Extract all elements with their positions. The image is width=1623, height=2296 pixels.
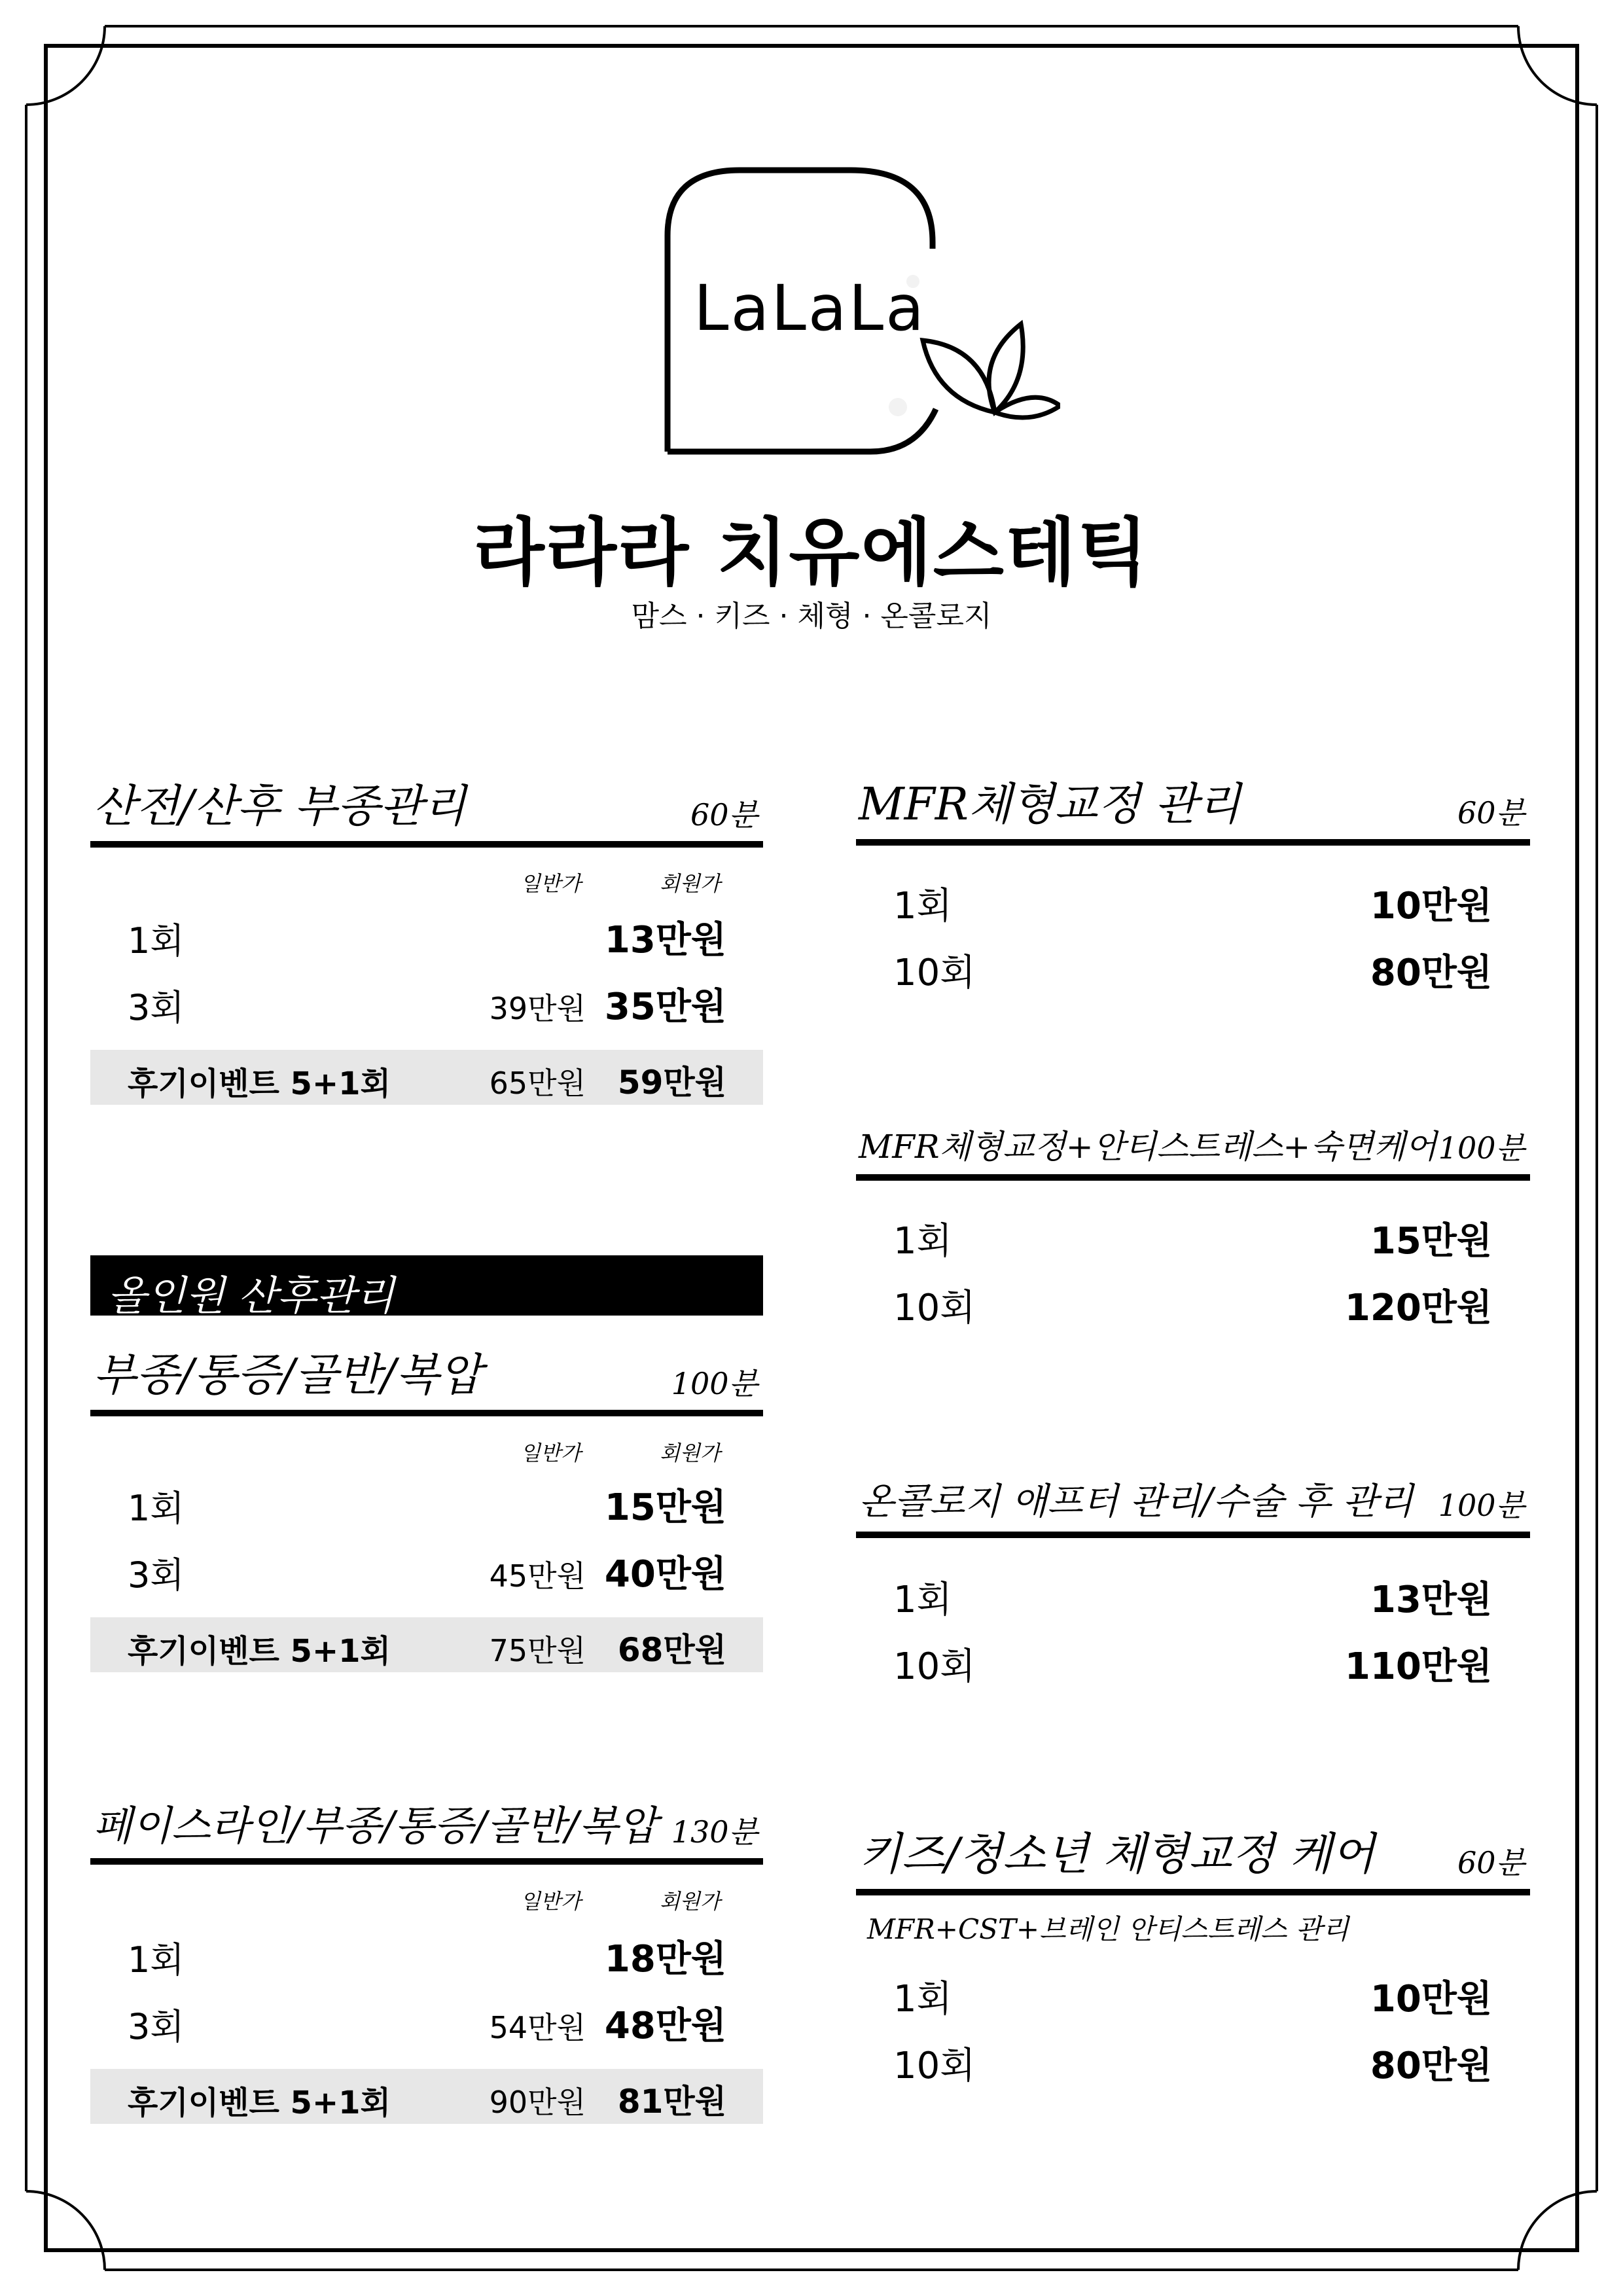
price-row-label: 10회 xyxy=(893,1645,976,1688)
section-oncology xyxy=(856,1478,1530,1538)
section-title: 산전/산후 부종관리 xyxy=(93,781,467,833)
price-row-member: 15만원 xyxy=(604,1486,726,1529)
price-row-member: 13만원 xyxy=(604,919,726,961)
page-subtitle: 맘스 · 키즈 · 체형 · 온콜로지 xyxy=(631,600,992,633)
section-prenatal-swelling xyxy=(90,781,763,848)
price-row-label: 10회 xyxy=(893,952,976,994)
event-member: 59만원 xyxy=(617,1064,726,1102)
column-header-member: 회원가 xyxy=(660,871,721,896)
page-title: 라라라 치유에스테틱 xyxy=(473,511,1150,596)
event-regular: 65만원 xyxy=(489,1066,586,1101)
event-label: 후기이벤트 5+1회 xyxy=(128,1066,391,1102)
price-row-regular: 54만원 xyxy=(489,2010,586,2045)
price-row-price: 110만원 xyxy=(1344,1645,1492,1688)
price-row-label: 3회 xyxy=(128,987,185,1028)
price-row-member: 35만원 xyxy=(604,986,726,1028)
banner-text: 올인원 산후관리 xyxy=(107,1272,395,1319)
event-label: 후기이벤트 5+1회 xyxy=(128,2085,391,2121)
price-row-label: 10회 xyxy=(893,2045,976,2087)
section-faceline xyxy=(90,1804,763,1865)
price-row-member: 40만원 xyxy=(604,1553,726,1596)
price-row-label: 1회 xyxy=(128,920,185,961)
price-row-price: 10만원 xyxy=(1370,1978,1492,2020)
event-label: 후기이벤트 5+1회 xyxy=(128,1633,391,1670)
price-row-label: 1회 xyxy=(893,1579,952,1621)
price-row-price: 13만원 xyxy=(1370,1579,1492,1621)
section-swelling-pain xyxy=(90,1350,763,1416)
price-row-label: 1회 xyxy=(893,1978,952,2020)
price-row-member: 18만원 xyxy=(604,1938,726,1981)
price-row-price: 15만원 xyxy=(1370,1220,1492,1263)
section-duration: 100분 xyxy=(671,1366,758,1401)
price-row-label: 1회 xyxy=(128,1939,185,1981)
price-row-label: 3회 xyxy=(128,1554,185,1596)
section-title: MFR체형교정 관리 xyxy=(859,779,1241,831)
column-header-member: 회원가 xyxy=(660,1441,721,1465)
section-duration: 100분 xyxy=(1438,1130,1525,1166)
section-duration: 60분 xyxy=(690,797,758,833)
column-header-regular: 일반가 xyxy=(520,1889,581,1914)
section-mfr-correction xyxy=(856,779,1530,846)
section-duration: 60분 xyxy=(1457,1845,1525,1880)
column-header-regular: 일반가 xyxy=(520,1441,581,1465)
brand-logo xyxy=(654,164,1060,461)
section-duration: 60분 xyxy=(1457,795,1525,831)
price-row-price: 80만원 xyxy=(1370,2045,1492,2087)
price-row-price: 120만원 xyxy=(1344,1287,1492,1329)
price-row-label: 10회 xyxy=(893,1287,976,1329)
price-row-regular: 39만원 xyxy=(489,991,586,1026)
section-title: 키즈/청소년 체형교정 케어 xyxy=(859,1829,1375,1880)
all-in-one-banner xyxy=(90,1255,763,1319)
price-row-price: 80만원 xyxy=(1370,952,1492,994)
event-regular: 90만원 xyxy=(489,2085,586,2120)
section-title: 온콜로지 애프터 관리/수술 후 관리 xyxy=(859,1480,1414,1523)
section-title: 부종/통증/골반/복압 xyxy=(93,1350,482,1401)
price-row-label: 3회 xyxy=(128,2006,185,2047)
price-row-regular: 45만원 xyxy=(489,1558,586,1594)
section-title: 페이스라인/부종/통증/골반/복압 xyxy=(93,1802,658,1850)
column-header-regular: 일반가 xyxy=(520,871,581,896)
column-header-member: 회원가 xyxy=(660,1889,721,1914)
price-row-label: 1회 xyxy=(128,1488,185,1529)
price-row-member: 48만원 xyxy=(604,2005,726,2047)
event-regular: 75만원 xyxy=(489,1633,586,1668)
section-duration: 100분 xyxy=(1438,1488,1525,1523)
price-row-price: 10만원 xyxy=(1370,885,1492,927)
event-member: 81만원 xyxy=(617,2083,726,2121)
logo-text: LaLaLa xyxy=(694,272,926,345)
section-duration: 130분 xyxy=(671,1814,758,1850)
price-row-label: 1회 xyxy=(893,885,952,927)
event-member: 68만원 xyxy=(617,1631,726,1669)
section-kids-correction xyxy=(856,1829,1530,1895)
price-row-label: 1회 xyxy=(893,1220,952,1263)
section-note: MFR+CST+브레인 안티스트레스 관리 xyxy=(867,1913,1349,1945)
section-mfr-antistress xyxy=(856,1121,1530,1181)
section-title: MFR체형교정+안티스트레스+숙면케어 xyxy=(859,1128,1437,1166)
